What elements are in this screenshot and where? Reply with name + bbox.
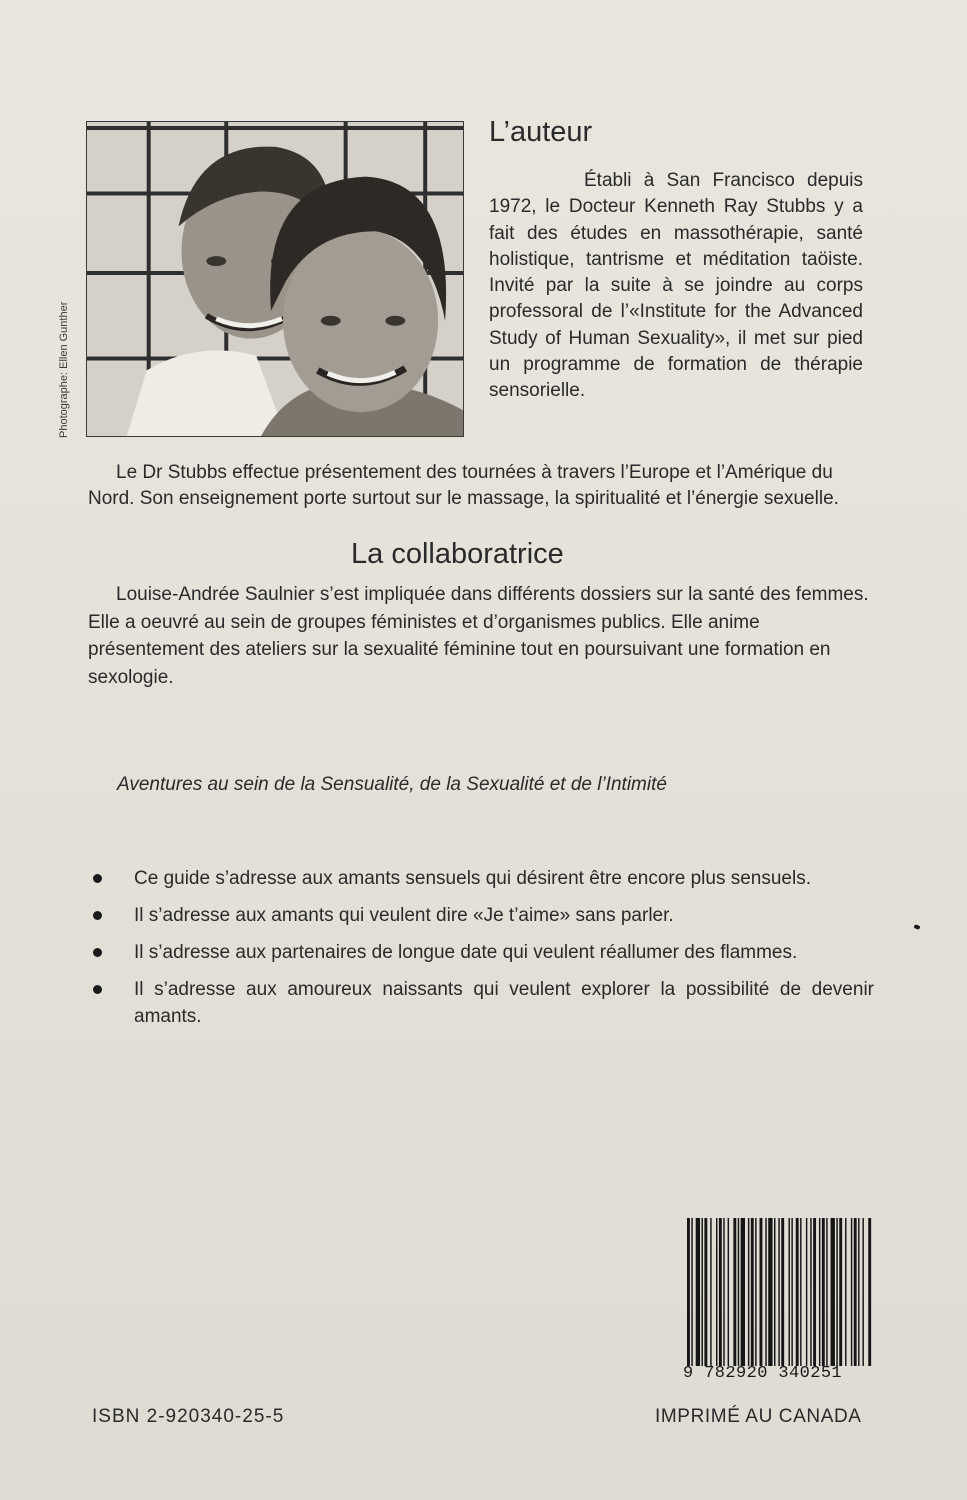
- barcode-bar: [858, 1218, 859, 1366]
- barcode-bar: [716, 1218, 717, 1366]
- barcode-bar: [691, 1218, 692, 1366]
- isbn: ISBN 2-920340-25-5: [92, 1406, 285, 1427]
- barcode-number: 9 782920 340251: [683, 1364, 843, 1383]
- printed-in: IMPRIMÉ AU CANADA: [655, 1406, 862, 1427]
- barcode-bar: [781, 1218, 784, 1366]
- barcode-bar: [774, 1218, 775, 1366]
- barcode-bar: [854, 1218, 857, 1366]
- barcode-bar: [822, 1218, 825, 1366]
- barcode-bar: [719, 1218, 722, 1366]
- barcode-bar: [704, 1218, 707, 1366]
- list-item-text: Il s’adresse aux amoureux naissants qui veulent explorer la possibilité de devenir amants.: [134, 979, 874, 1027]
- barcode-bar: [826, 1218, 827, 1366]
- photo-illustration: [87, 122, 463, 436]
- list-item: [88, 902, 874, 929]
- barcode: [683, 1218, 876, 1390]
- barcode-bar: [789, 1218, 790, 1366]
- bullet-icon: [93, 948, 102, 957]
- bullet-icon: [93, 911, 102, 920]
- barcode-bar: [839, 1218, 842, 1366]
- barcode-bar: [862, 1218, 863, 1366]
- barcode-bar: [791, 1218, 792, 1366]
- barcode-bar: [710, 1218, 711, 1366]
- barcode-bar: [741, 1218, 745, 1366]
- barcode-bar: [796, 1218, 799, 1366]
- barcode-bar: [813, 1218, 816, 1366]
- feature-list: [88, 865, 874, 1040]
- barcode-bar: [768, 1218, 772, 1366]
- list-item-text: Ce guide s’adresse aux amants sensuels qui désirent être encore plus sensuels.: [134, 868, 811, 889]
- collaborator-bio: Louise-Andrée Saulnier s’est impliquée dans différents dossiers sur la santé des femmes. Elle a oeuvré au sein de groupes féministes et d’organismes publics. Elle anime présentement des ateliers sur la sexualité féminine tout en poursuivant une formation en sexologie.: [88, 584, 869, 688]
- photo-credit: Photographe: Ellen Gunther: [58, 301, 70, 438]
- barcode-bar: [733, 1218, 736, 1366]
- barcode-bar: [760, 1218, 763, 1366]
- barcode-bar: [723, 1218, 724, 1366]
- bullet-icon: [93, 985, 102, 994]
- bullet-icon: [93, 874, 102, 883]
- barcode-bar: [800, 1218, 801, 1366]
- author-photo: [86, 121, 464, 437]
- barcode-bar: [702, 1218, 703, 1366]
- barcode-bar: [728, 1218, 729, 1366]
- barcode-bar: [751, 1218, 754, 1366]
- barcode-bar: [765, 1218, 766, 1366]
- barcode-bar: [831, 1218, 835, 1366]
- barcode-bar: [836, 1218, 837, 1366]
- barcode-bar: [819, 1218, 820, 1366]
- barcode-bar: [755, 1218, 756, 1366]
- barcode-bar: [748, 1218, 749, 1366]
- list-item: [88, 976, 874, 1030]
- collaborator-heading: La collaboratrice: [351, 538, 564, 570]
- barcode-bar: [845, 1218, 846, 1366]
- barcode-bar: [851, 1218, 852, 1366]
- list-item-text: Il s’adresse aux amants qui veulent dire «Je t’aime» sans parler.: [134, 905, 674, 926]
- barcode-bar: [696, 1218, 700, 1366]
- barcode-bar: [687, 1218, 690, 1366]
- author-heading: L’auteur: [489, 116, 593, 148]
- barcode-bar: [738, 1218, 739, 1366]
- author-bio: Établi à San Francisco depuis 1972, le Docteur Kenneth Ray Stubbs y a fait des études en massothérapie, santé holistique, tantrisme et méditation taöiste. Invité par la suite à se joindre au corps professoral de l’«Institute for the Advanced Study of Human Sexuality», il met sur pied un programme de formation de thérapie sensorielle.: [489, 170, 863, 402]
- author-tours: Le Dr Stubbs effectue présentement des tournées à travers l’Europe et l’Amérique du Nord. Son enseignement porte surtout sur le massage, la spiritualité et l’énergie sexuelle.: [88, 462, 839, 509]
- list-item-text: Il s’adresse aux partenaires de longue date qui veulent réallumer des flammes.: [134, 942, 798, 963]
- list-item: [88, 939, 874, 966]
- barcode-bar: [868, 1218, 871, 1366]
- barcode-bar: [806, 1218, 807, 1366]
- book-tagline: Aventures au sein de la Sensualité, de la Sexualité et de l’Intimité: [117, 774, 667, 795]
- ink-speck: [913, 924, 920, 930]
- barcode-bar: [778, 1218, 779, 1366]
- list-item: [88, 865, 874, 892]
- barcode-bar: [810, 1218, 811, 1366]
- barcode-bars: [683, 1218, 876, 1366]
